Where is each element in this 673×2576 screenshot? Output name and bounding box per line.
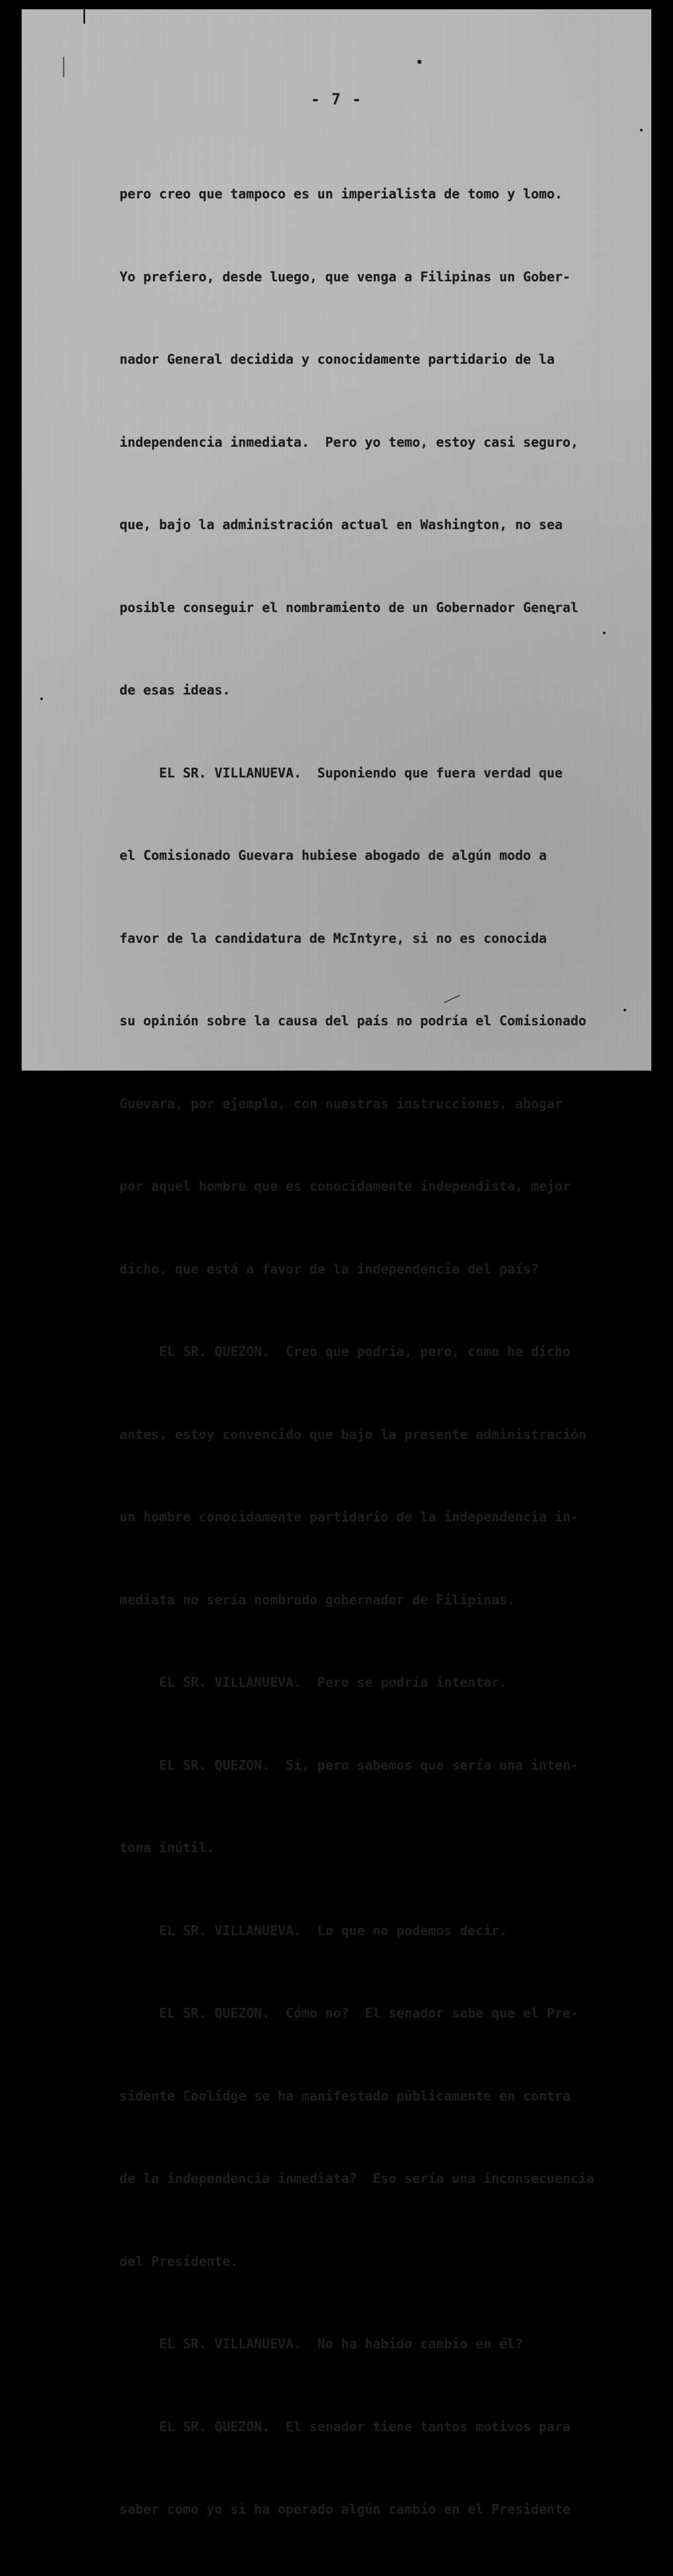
text-line: por aquel hombre que es conocidamente independista, mejor [120,1179,571,1194]
text-line: antes, estoy convencido que bajo la presente administración [120,1427,586,1443]
text-line: EL SR. QUEZON. Sí, pero sabemos que sería una inten- [120,1757,579,1773]
text-line: un hombre conocidamente partidario de la independencia in- [120,1510,579,1525]
page-number: - 7 - [310,91,363,109]
text-line: dicho, que está a favor de la independencia del país? [120,1261,539,1277]
text-line: pero creo que tampoco es un imperialista de tomo y lomo. [120,187,563,202]
film-scratch [83,9,85,24]
text-line: saber como yo si ha operado algún cambio en el Presidente [120,2502,571,2517]
text-line: favor de la candidatura de McIntyre, si no es conocida [120,930,547,946]
text-line: EL SR. VILLANUEVA. No ha habido cambio en él? [120,2336,523,2352]
text-line: EL SR. VILLANUEVA. Suponiendo que fuera verdad que [120,765,563,781]
text-line: el Comisionado Guevara hubiese abogado de algún modo a [120,848,547,863]
text-line: que, bajo la administración actual en Washington, no sea [120,517,563,533]
text-line: Yo prefiero, desde luego, que venga a Filipinas un Gober- [120,269,571,285]
text-line: posible conseguir el nombramiento de un Gobernador General [120,600,579,616]
speck [40,698,43,700]
text-line: EL SR. QUEZON. Cómo no? El senador sabe que el Pre- [120,2006,579,2021]
typed-text-body [120,126,635,2576]
text-line: de la independencia inmediata? Eso sería una inconsecuencia [120,2171,595,2187]
text-line: de esas ideas. [120,683,230,698]
text-line: del Presidente. [120,2253,239,2269]
text-line: sidente Coolidge se ha manifestado públicamente en contra [120,2088,571,2104]
text-line: Guevara, por ejemplo, con nuestras instrucciones, abogar [120,1096,563,1112]
text-line: tona inútil. [120,1840,215,1856]
text-line: nador General decidida y conocidamente partidario de la [120,352,555,367]
text-line: su opinión sobre la causa del país no podría el Comisionado [120,1013,586,1029]
text-line: EL SR. VILLANUEVA. Pero se podría intentar. [120,1675,508,1690]
text-line: EL SR. QUEZON. El senador tiene tantos motivos para [120,2419,571,2435]
document-page [22,9,651,2517]
film-scratch [63,57,64,77]
text-line: EL SR. VILLANUEVA. Lo que no podemos decir. [120,1923,508,1939]
text-line: EL SR. QUEZON. Creo que podría, pero, como he dicho [120,1344,571,1360]
text-line: independencia inmediata. Pero yo temo, estoy casi seguro, [120,434,579,450]
speck [417,60,422,64]
text-line: mediata no sería nombrado gobernador de Filipinas. [120,1592,515,1608]
speck [640,129,643,131]
